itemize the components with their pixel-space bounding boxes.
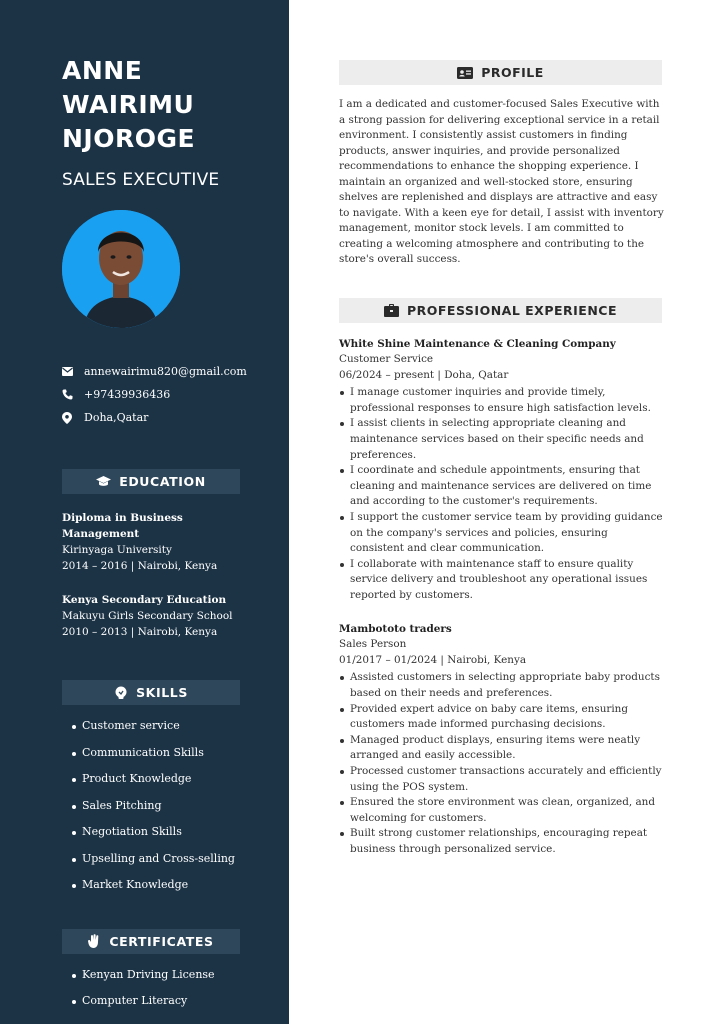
- skill-text: Customer service: [82, 719, 180, 732]
- job-bullet: Assisted customers in selecting appropriate baby products based on their needs and preferences.: [339, 670, 665, 701]
- skill-text: Upselling and Cross-selling: [82, 851, 235, 865]
- skills-heading-label: SKILLS: [136, 685, 188, 700]
- certificate-item: [62, 994, 289, 1021]
- job-bullet: Provided expert advice on baby care items, ensuring customers made informed purchasing decisions.: [339, 702, 665, 733]
- person-portrait-icon: [62, 210, 180, 328]
- briefcase-icon: [384, 304, 399, 317]
- graduation-cap-icon: [96, 476, 111, 487]
- education-heading-label: EDUCATION: [119, 474, 206, 489]
- job-company: Mambototo traders: [339, 622, 452, 635]
- job-role: Sales Person: [339, 638, 407, 651]
- main-content: [289, 0, 724, 1024]
- name-line: NJOROGE: [62, 124, 196, 153]
- job-bullet: Built strong customer relationships, encouraging repeat business through personalized service.: [339, 826, 665, 857]
- job-bullet: Processed customer transactions accurately and efficiently using the POS system.: [339, 764, 665, 795]
- sidebar: [0, 0, 289, 1024]
- skill-item: [62, 719, 289, 746]
- skill-item: [62, 746, 289, 773]
- skill-text: Market Knowledge: [82, 878, 189, 891]
- skill-text: Product Knowledge: [82, 772, 192, 785]
- certificates-list: [62, 968, 289, 1021]
- job-dates: 06/2024 – present | Doha, Qatar: [339, 368, 509, 381]
- job-bullet: Managed product displays, ensuring items were neatly arranged and easily accessible.: [339, 733, 665, 764]
- experience-heading: [339, 298, 662, 323]
- experience-heading-label: PROFESSIONAL EXPERIENCE: [406, 302, 618, 318]
- education-entry: [62, 510, 252, 574]
- job-bullet: I assist clients in selecting appropriate cleaning and maintenance services based on their specific needs and preferences.: [339, 416, 665, 463]
- phone-text: +97439936436: [84, 388, 171, 401]
- skill-item: [62, 878, 289, 905]
- education-degree: Kenya Secondary Education: [62, 594, 227, 606]
- certificate-text: Computer Literacy: [82, 994, 188, 1007]
- job-bullet: Ensured the store environment was clean, organized, and welcoming for customers.: [339, 795, 665, 826]
- job-entry: [339, 337, 665, 604]
- education-heading: [62, 469, 240, 494]
- contact-location: [62, 406, 289, 429]
- job-dates: 01/2017 – 01/2024 | Nairobi, Kenya: [339, 653, 527, 666]
- envelope-icon: [62, 367, 84, 376]
- job-bullet: I coordinate and schedule appointments, ensuring that cleaning and maintenance services are delivered on time and according to the customer's requirements.: [339, 463, 665, 510]
- skill-item: [62, 852, 289, 879]
- job-company: White Shine Maintenance & Cleaning Company: [339, 337, 616, 350]
- profile-photo: [62, 210, 180, 328]
- job-title: SALES EXECUTIVE: [62, 170, 220, 190]
- skill-text: Communication Skills: [82, 745, 204, 759]
- profile-summary: I am a dedicated and customer-focused Sales Executive with a strong passion for delivering exceptional service in a retail environment. I consistently assist customers in finding products, answer inquiries, and provide personalized recommendations to enhance the shopping experience. I maintain an organized and well-stocked store, ensuring shelves are replenished and displays are attractive and easy to navigate. With a keen eye for detail, I assist with inventory management, monitor stock levels. I am committed to creating a welcoming atmosphere and contributing to the store's overall success.: [339, 98, 664, 265]
- job-bullet: I collaborate with maintenance staff to ensure quality service delivery and troubleshoot any operational issues reported by customers.: [339, 557, 665, 604]
- contact-phone: [62, 383, 289, 406]
- location-text: Doha,Qatar: [84, 411, 149, 424]
- profile-heading-label: PROFILE: [481, 65, 544, 80]
- education-dates: 2014 – 2016 | Nairobi, Kenya: [62, 560, 218, 572]
- profile-heading: [339, 60, 662, 85]
- skill-item: [62, 772, 289, 799]
- education-dates: 2010 – 2013 | Nairobi, Kenya: [62, 626, 218, 638]
- contact-info: [62, 360, 289, 429]
- job-role: Customer Service: [339, 353, 434, 366]
- phone-icon: [62, 389, 84, 400]
- skills-list: [62, 719, 289, 905]
- email-text: annewairimu820@gmail.com: [84, 365, 247, 378]
- certificate-text: Kenyan Driving License: [82, 967, 215, 981]
- contact-email: [62, 360, 289, 383]
- skills-heading: [62, 680, 240, 705]
- education-school: Makuyu Girls Secondary School: [62, 610, 233, 622]
- job-bullets: [339, 670, 665, 857]
- skill-item: [62, 825, 289, 852]
- id-card-icon: [457, 67, 473, 79]
- skill-text: Negotiation Skills: [82, 825, 182, 838]
- job-entry: [339, 622, 665, 858]
- job-bullets: [339, 385, 665, 603]
- name-line: WAIRIMU: [62, 90, 195, 119]
- name-line: ANNE: [62, 56, 143, 85]
- education-entry: [62, 592, 252, 640]
- map-pin-icon: [62, 412, 84, 424]
- education-degree: Diploma in Business Management: [62, 512, 183, 540]
- job-bullet: I manage customer inquiries and provide timely, professional responses to ensure high satisfaction levels.: [339, 385, 665, 416]
- skill-item: [62, 799, 289, 826]
- skill-text: Sales Pitching: [82, 798, 162, 812]
- certificate-hand-icon: [88, 934, 101, 948]
- candidate-name: [62, 54, 289, 156]
- job-bullet: I support the customer service team by providing guidance on the company's services and policies, ensuring consistent and clear communication.: [339, 510, 665, 557]
- education-school: Kirinyaga University: [62, 544, 172, 556]
- certificates-heading: [62, 929, 240, 954]
- certificates-heading-label: CERTIFICATES: [109, 933, 214, 949]
- certificate-item: [62, 968, 289, 995]
- lightbulb-icon: [114, 686, 128, 700]
